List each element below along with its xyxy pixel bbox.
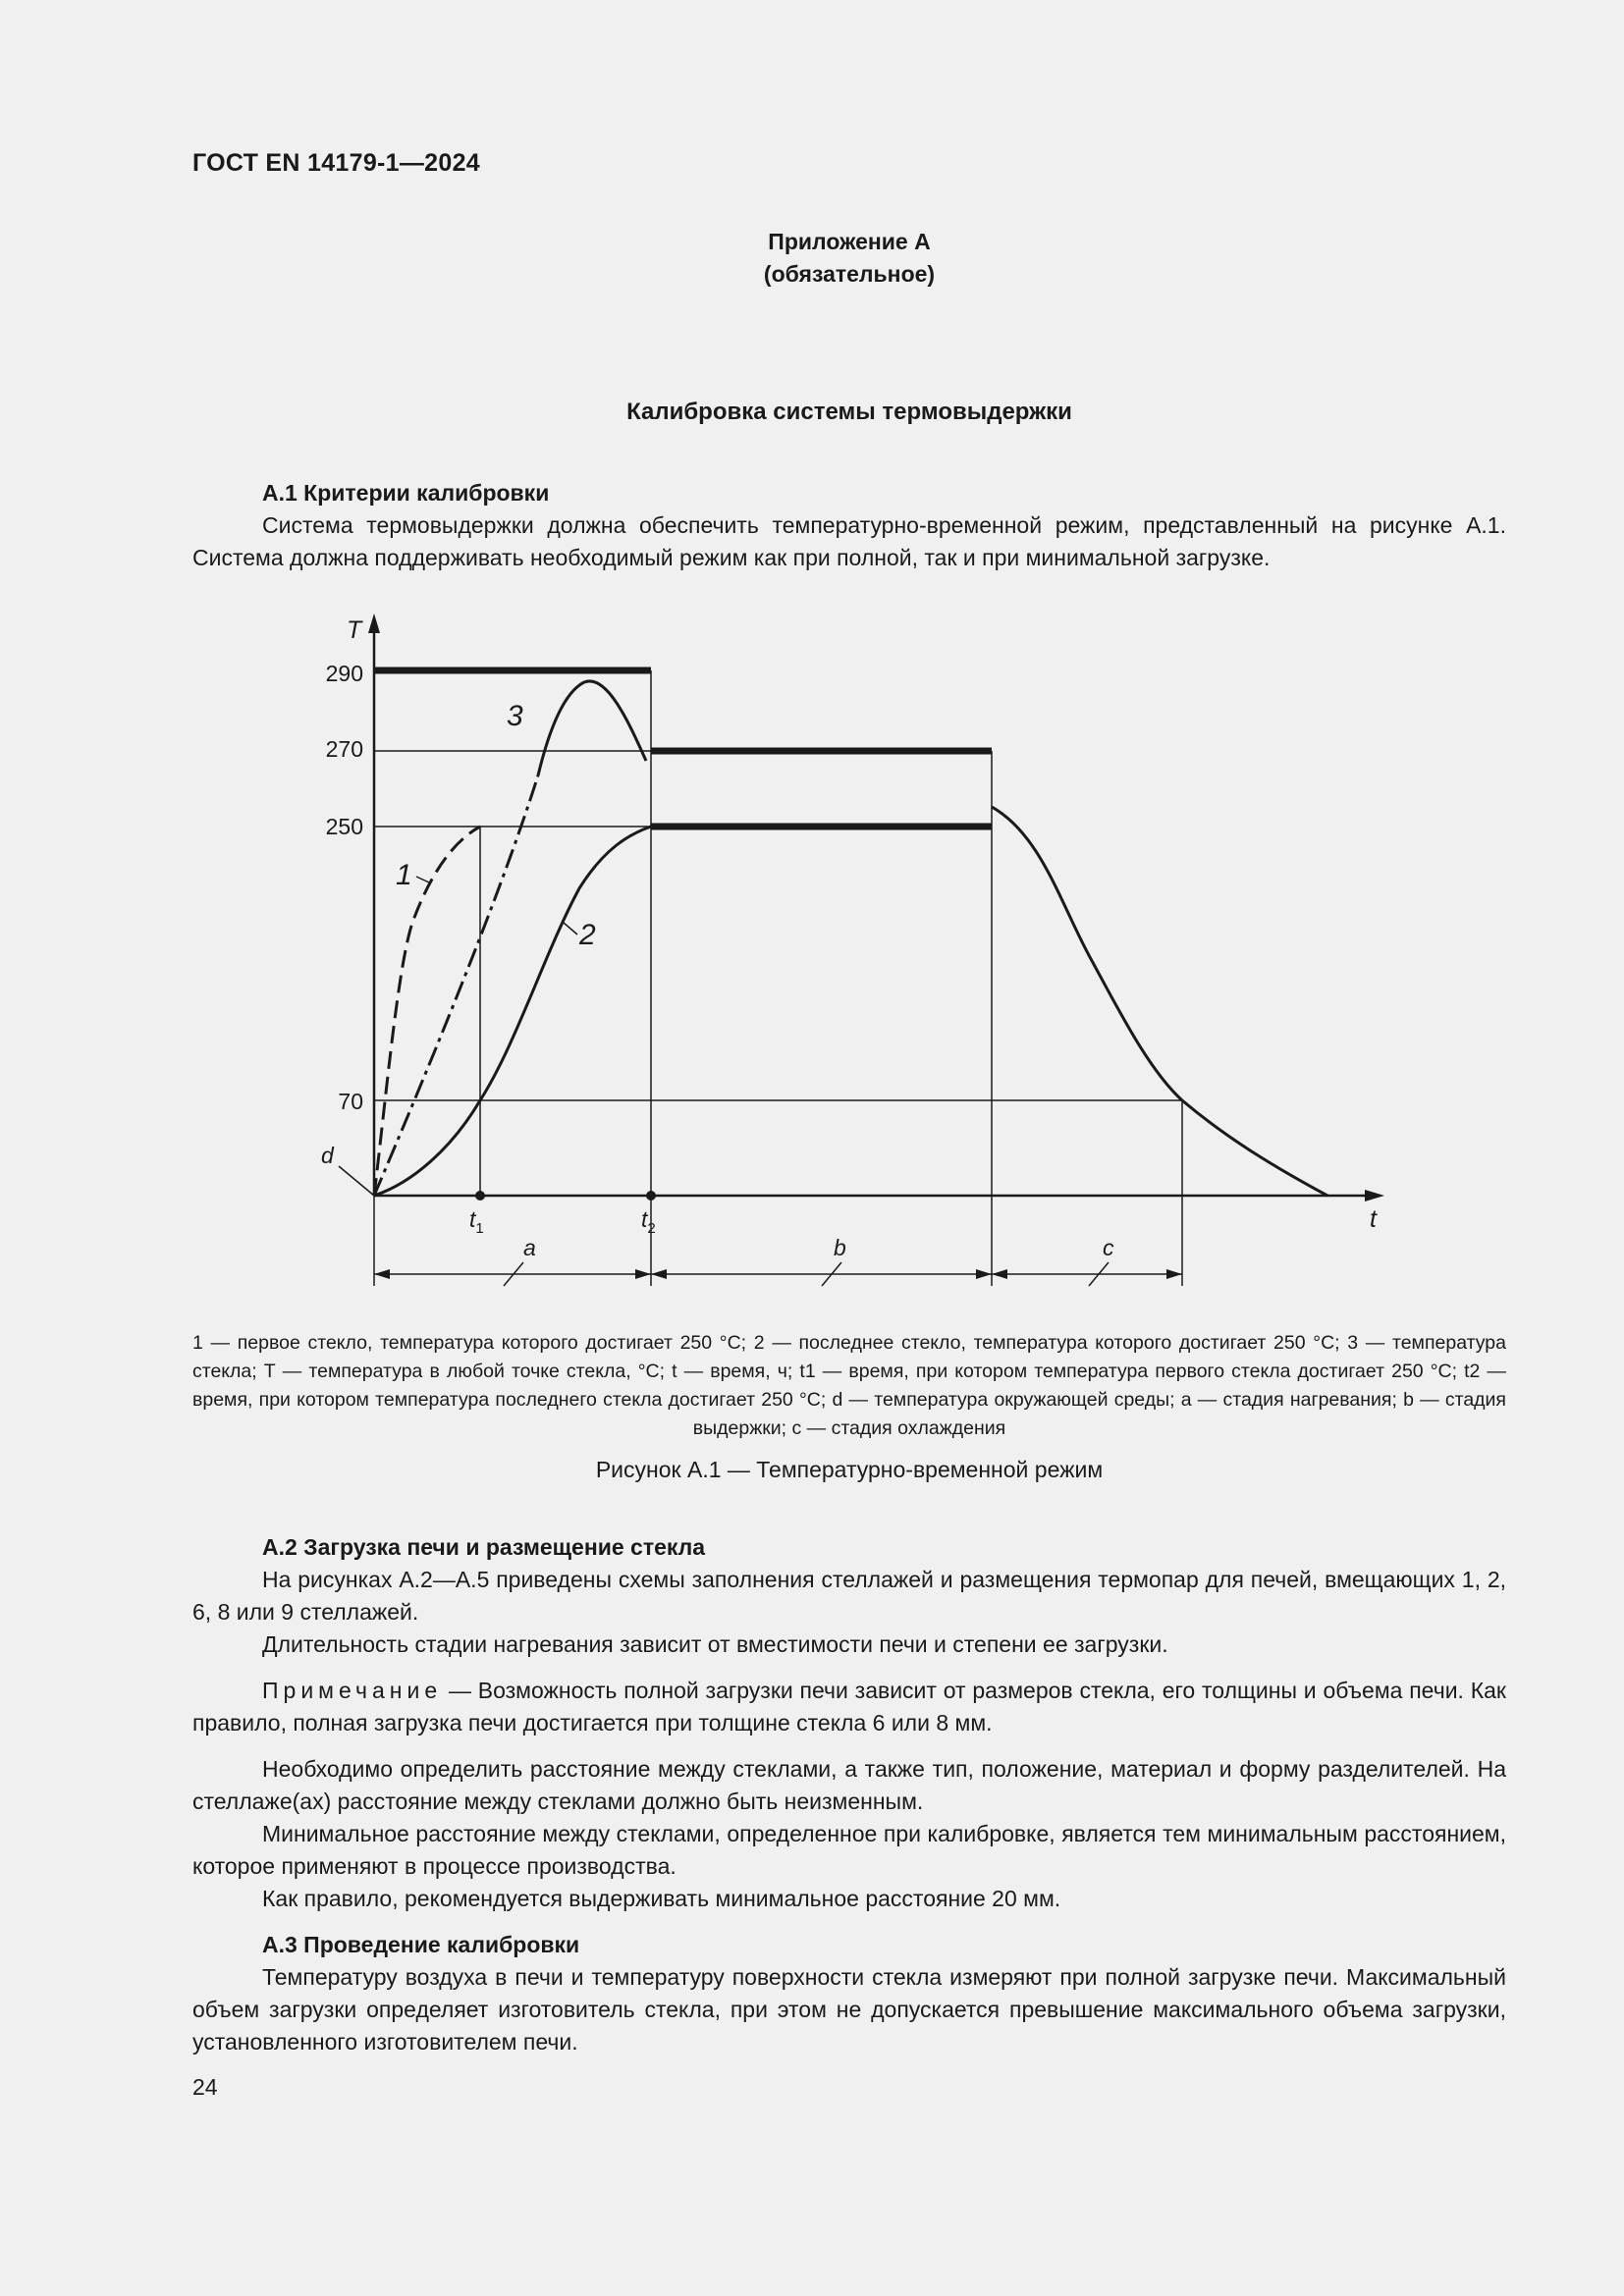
a2-paragraph-2: Длительность стадии нагревания зависит от вместимости печи и степени ее загрузки. (262, 1631, 1168, 1657)
y-tick-250: 250 (325, 814, 363, 839)
dimension-lines (374, 1262, 1182, 1286)
a2-heading: А.2 Загрузка печи и размещение стекла (262, 1534, 706, 1560)
curve-2-label: 2 (579, 919, 596, 951)
curve-1-label: 1 (396, 859, 412, 891)
guide-lines (374, 670, 1182, 1286)
t2-label: $t_2$ (641, 1206, 656, 1237)
a3-heading: А.3 Проведение калибровки (262, 1932, 580, 1957)
point-d-label: d (321, 1143, 334, 1168)
y-tick-70: 70 (338, 1089, 363, 1114)
document-header: ГОСТ EN 14179-1—2024 (192, 149, 480, 177)
t2-marker (646, 1191, 656, 1201)
t1-marker (475, 1191, 485, 1201)
figure-caption: Рисунок А.1 — Температурно-временной режим (595, 1457, 1104, 1482)
annex-title: Приложение А (768, 229, 931, 254)
y-axis-arrow (368, 614, 380, 633)
note-label: Примечание (262, 1678, 443, 1703)
stage-c-label: c (1103, 1235, 1114, 1260)
regime-bars (374, 670, 992, 827)
a3-paragraph-1: Температуру воздуха в печи и температуру поверхности стекла измеряют при полной загрузке печи. Максимальный объем загрузки определяет изготовитель стекла, при этом не допускается превышение максимального объема загрузки, установленного изготовителем печи. (192, 1964, 1506, 2055)
page-number: 24 (192, 2074, 218, 2100)
y-tick-290: 290 (325, 661, 363, 686)
a1-heading: А.1 Критерии калибровки (262, 480, 550, 506)
section-a2 (192, 1531, 1506, 2058)
note-text: — Возможность полной загрузки печи зависит от размеров стекла, его толщины и объема печи. Как правило, полная загрузка печи достигается при толщине стекла 6 или 8 мм. (192, 1678, 1506, 1735)
curve-3-label: 3 (507, 700, 523, 732)
t1-label: $t_1$ (469, 1206, 484, 1237)
curve-2 (374, 827, 651, 1196)
stage-a-label: a (523, 1235, 536, 1260)
stage-b-label: b (834, 1235, 846, 1260)
a2-note (192, 1675, 1506, 1739)
a2-paragraph-5: Как правило, рекомендуется выдерживать минимальное расстояние 20 мм. (262, 1886, 1061, 1911)
y-axis-label: T (347, 616, 362, 644)
y-tick-270: 270 (325, 736, 363, 762)
a2-paragraph-1: На рисунках А.2—А.5 приведены схемы заполнения стеллажей и размещения термопар для печей, вмещающих 1, 2, 6, 8 или 9 стеллажей. (192, 1567, 1506, 1625)
a2-paragraph-4: Минимальное расстояние между стеклами, определенное при калибровке, является тем минимальным расстоянием, которое применяют в процессе производства. (192, 1821, 1506, 1879)
a1-paragraph: Система термовыдержки должна обеспечить температурно-временной режим, представленный на рисунке А.1. Система должна поддерживать необходимый режим как при полной, так и при минимальной загрузке. (192, 512, 1506, 570)
curve-3-peak (538, 681, 646, 775)
annex-status: (обязательное) (763, 261, 936, 287)
x-axis-arrow (1365, 1190, 1384, 1201)
figure-legend: 1 — первое стекло, температура которого достигает 250 °С; 2 — последнее стекло, температура которого достигает 250 °С; 3 — температура стекла; Т — температура в любой точке стекла, °С; t — время, ч; t1 — время, при котором температура первого стекла достигает 250 °С; t2 — время, при котором температура последнего стекла достигает 250 °С; d — температура окружающей среды; a — стадия нагревания; b — стадия выдержки; c — стадия охлаждения (192, 1332, 1506, 1439)
cooling-curve (992, 807, 1327, 1196)
section-title: Калибровка системы термовыдержки (626, 399, 1072, 425)
a2-paragraph-3: Необходимо определить расстояние между стеклами, а также тип, положение, материал и форму разделителей. На стеллаже(ах) расстояние между стеклами должно быть неизменным. (192, 1756, 1506, 1814)
x-axis-label: t (1370, 1205, 1377, 1233)
